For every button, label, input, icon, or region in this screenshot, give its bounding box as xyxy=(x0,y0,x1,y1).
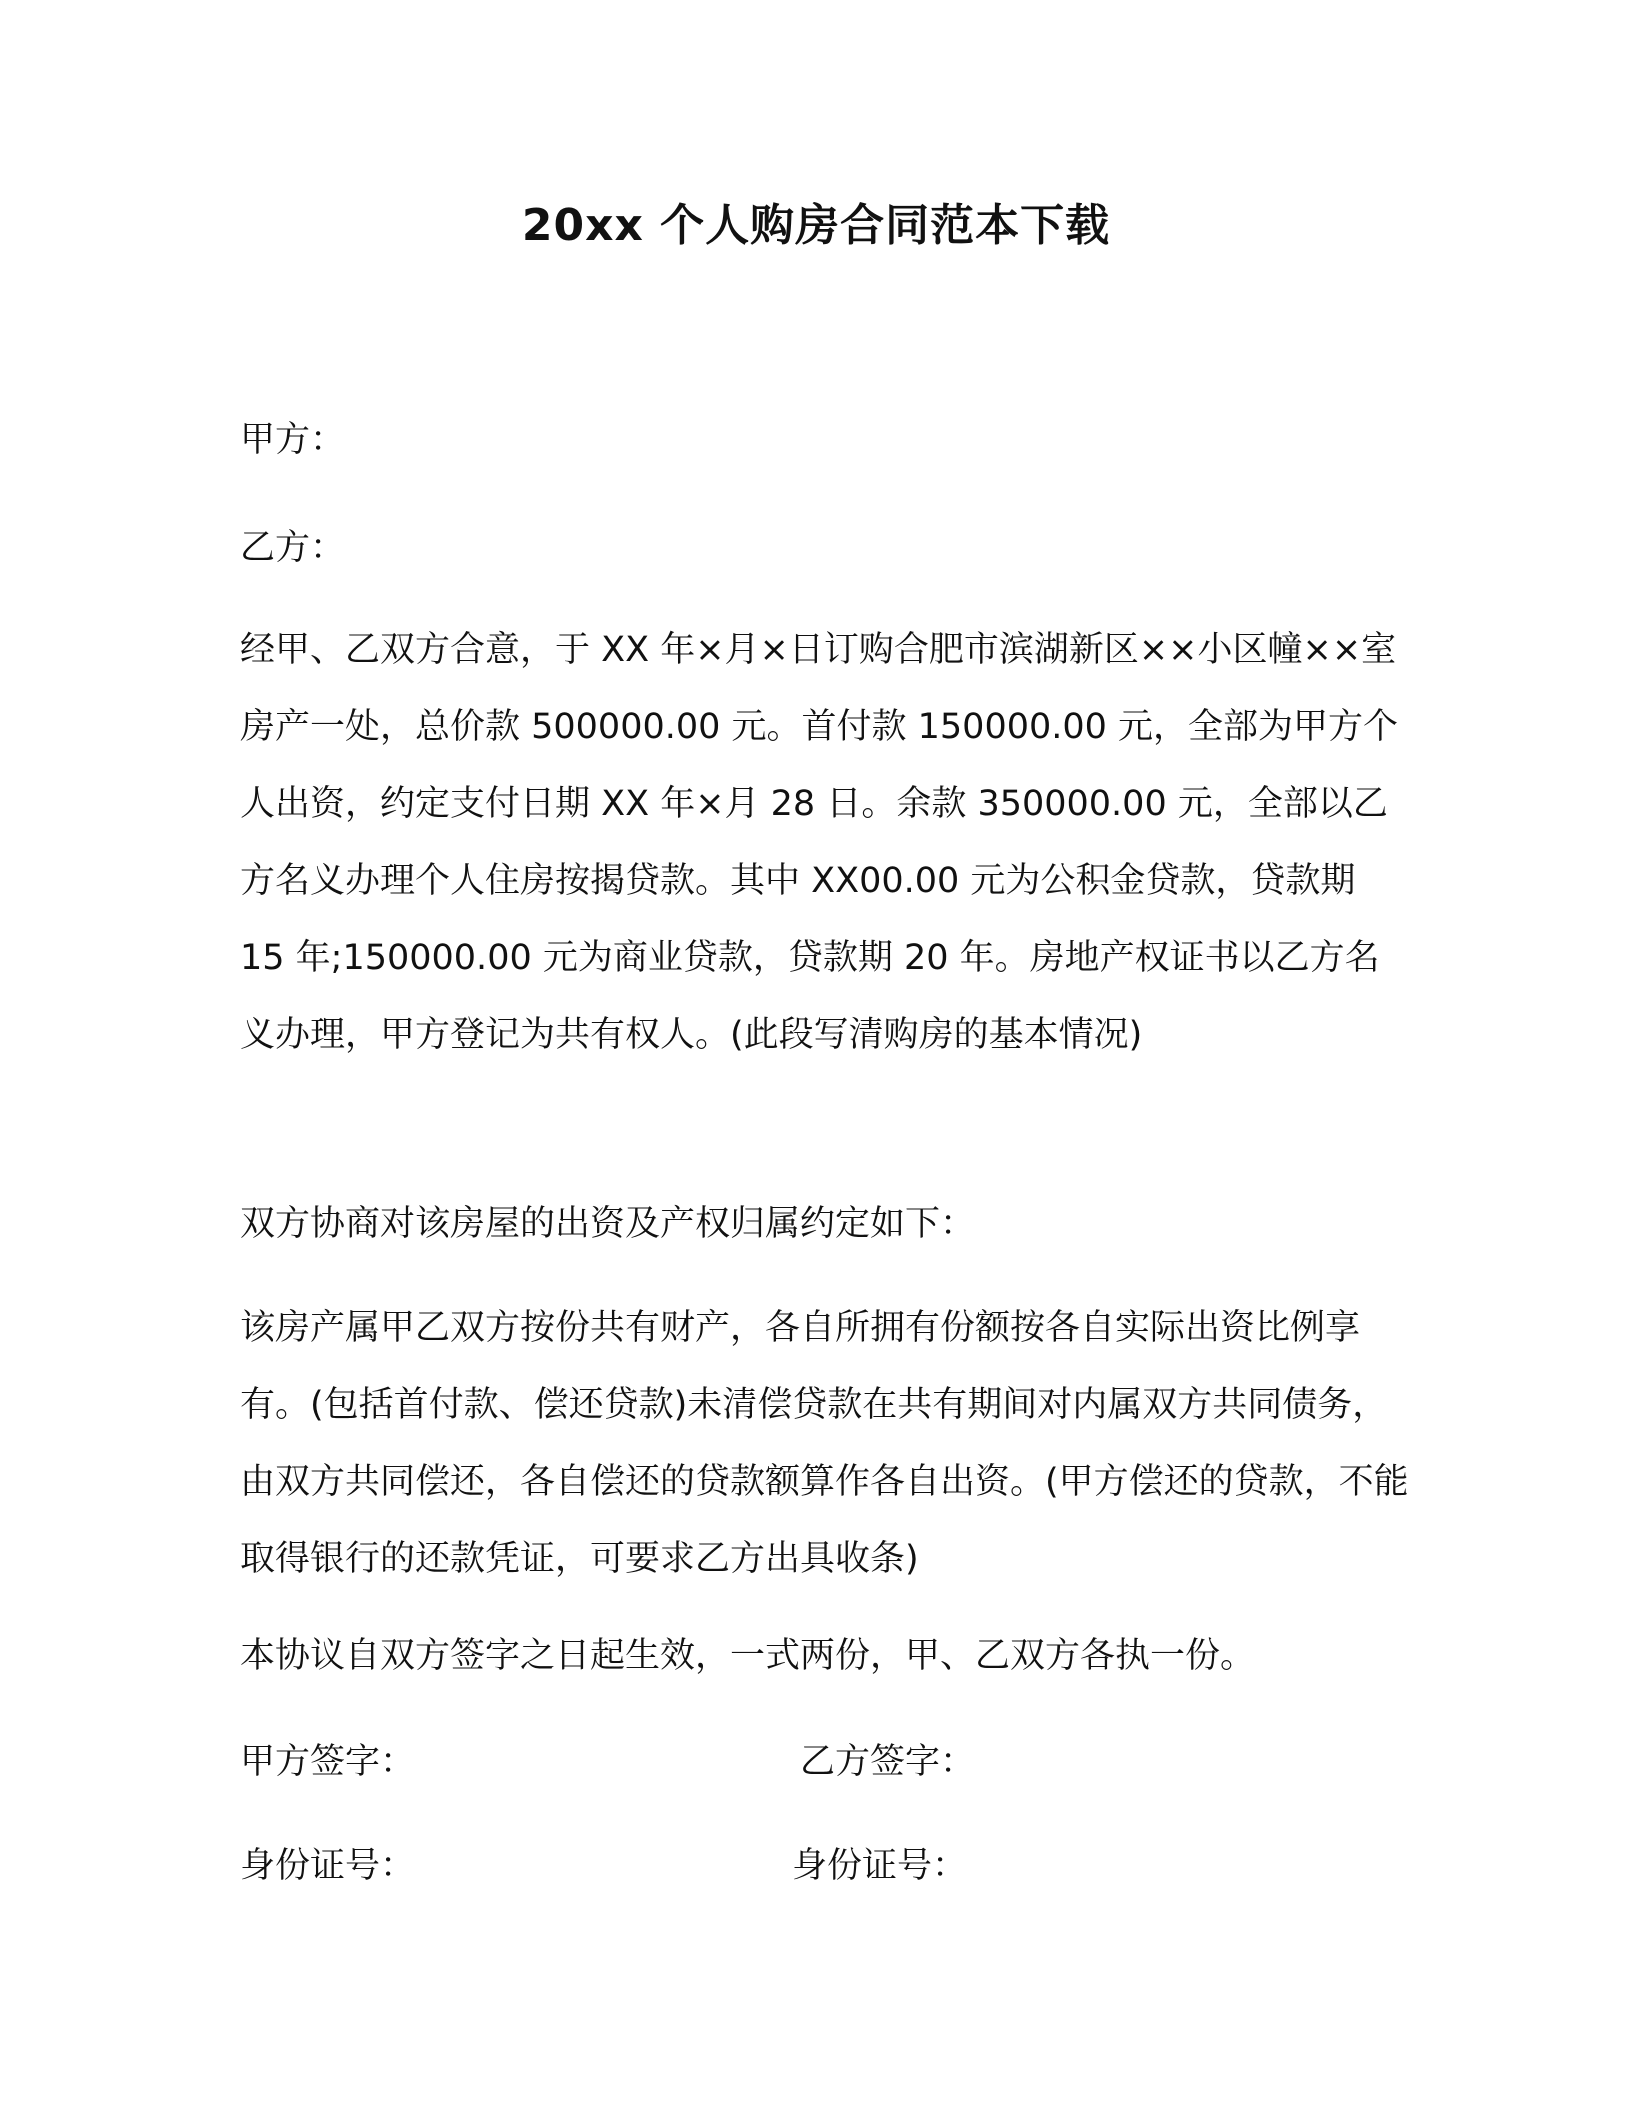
party-b-label: 乙方： xyxy=(240,528,346,568)
party-b-signature-label: 乙方签字： xyxy=(800,1742,976,1782)
party-a-id-label: 身份证号： xyxy=(240,1846,416,1886)
party-a-signature-label: 甲方签字： xyxy=(240,1742,416,1782)
effective-clause-paragraph: 本协议自双方签字之日起生效，一式两份，甲、乙双方各执一份。 xyxy=(240,1636,1256,1676)
document-title: 20xx 个人购房合同范本下载 xyxy=(521,200,1111,251)
purchase-details-paragraph: 经甲、乙双方合意，于 XX 年×月×日订购合肥市滨湖新区××小区幢××室房产一处，总价款 500000.00 元。首付款 150000.00 元，全部为甲方个人出资，约定支付日期 XX 年×月 28 日。余款 350000.00 元，全部以乙方名义办理个人住房按揭贷款。其中 XX00.00 元为公积金贷款，贷款期 15 年;150000.00 元为商业贷款，贷款期 20 年。房地产权证书以乙方名义办理，甲方登记为共有权人。(此段写清购房的基本情况) xyxy=(240,630,1399,1055)
ownership-terms-paragraph: 该房产属甲乙双方按份共有财产，各自所拥有份额按各自实际出资比例享有。(包括首付款、偿还贷款)未清偿贷款在共有期间对内属双方共同债务，由双方共同偿还，各自偿还的贷款额算作各自出资。(甲方偿还的贷款，不能取得银行的还款凭证，可要求乙方出具收条) xyxy=(240,1308,1409,1579)
party-a-label: 甲方： xyxy=(240,420,346,460)
party-b-id-label: 身份证号： xyxy=(792,1846,968,1886)
agreement-intro-paragraph: 双方协商对该房屋的出资及产权归属约定如下： xyxy=(240,1204,976,1244)
